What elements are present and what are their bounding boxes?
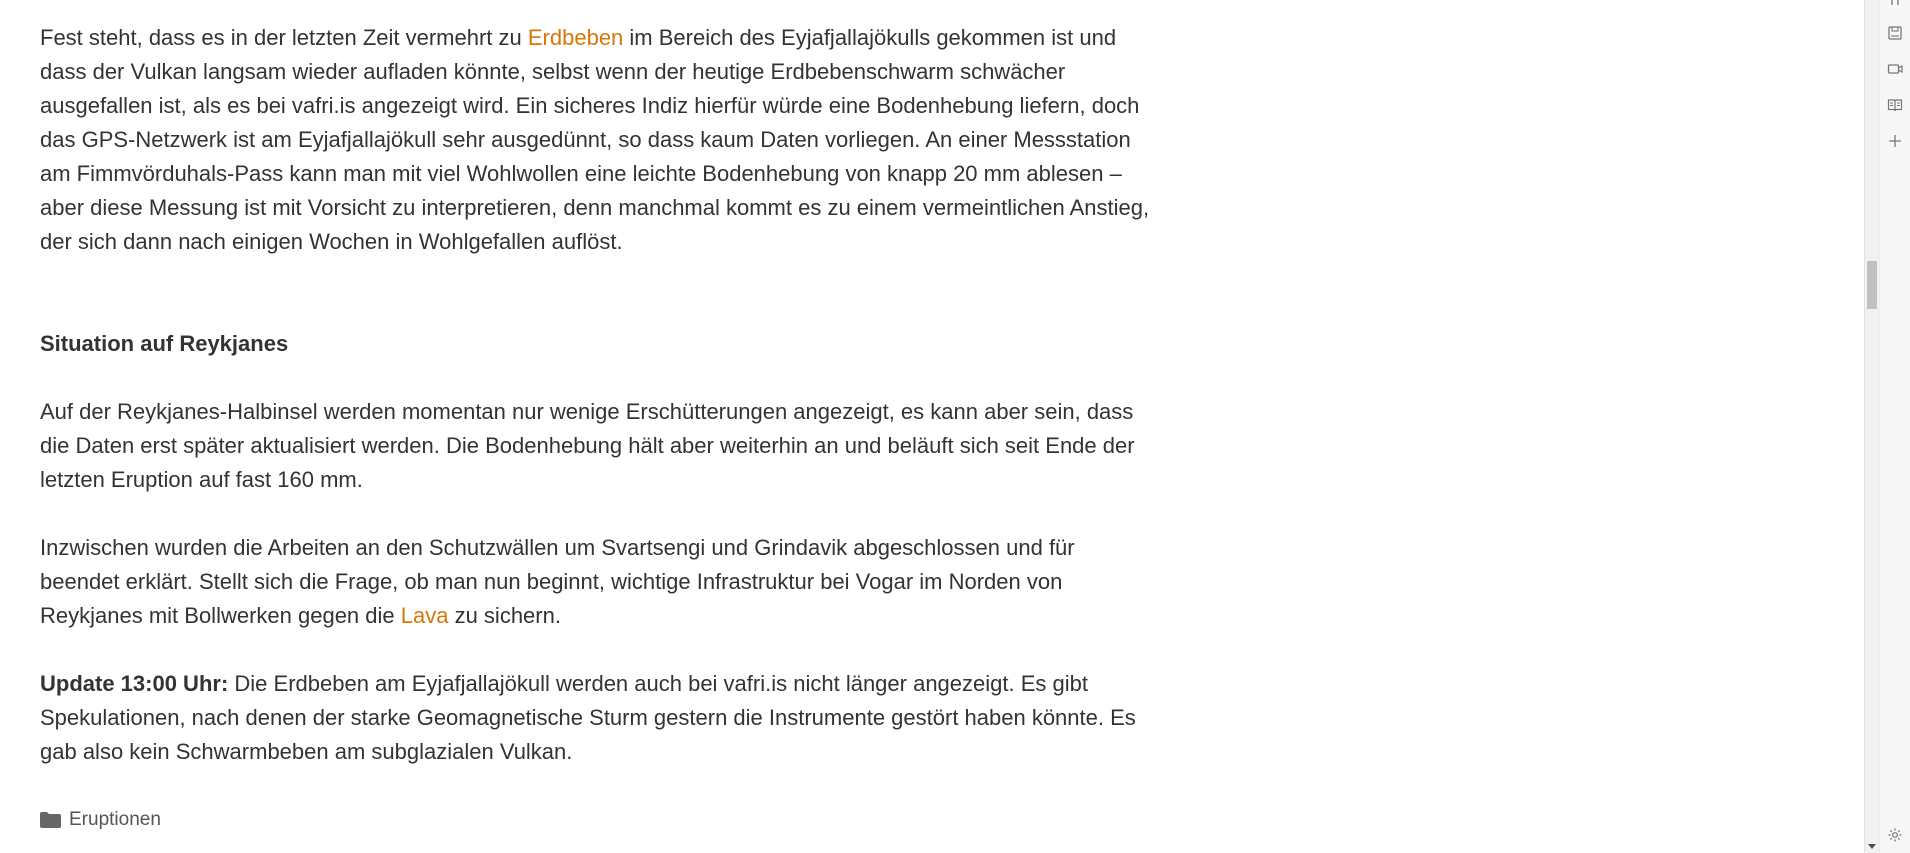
update-label: Update 13:00 Uhr: [40, 671, 229, 696]
folder-icon [40, 812, 61, 828]
link-lava[interactable]: Lava [400, 603, 449, 628]
paragraph-text: zu sichern. [448, 603, 561, 628]
paragraph-update [40, 667, 1150, 769]
scrollbar-thumb[interactable] [1867, 261, 1877, 309]
post-category [40, 806, 161, 834]
paragraph-schutzwaelle [40, 531, 1150, 633]
paragraph-eyjafjallajokull [40, 21, 1150, 259]
link-erdbeben[interactable]: Erdbeben [527, 25, 624, 50]
browser-side-toolbar [1879, 0, 1910, 853]
reading-mode-icon[interactable] [1886, 96, 1904, 114]
category-link-eruptionen[interactable]: Eruptionen [69, 809, 161, 830]
paragraph-text: Inzwischen wurden die Arbeiten an den Schutzwällen um Svartsengi und Grindavik abgeschlossen und für beendet erklärt. Stellt sich die Frage, ob man nun beginnt, wichtige Infrastruktur bei Vogar im Norden von Reykjanes mit Bollwerken gegen die [40, 535, 1075, 628]
paragraph-reykjanes: Auf der Reykjanes-Halbinsel werden momentan nur wenige Erschütterungen angezeigt, es kann aber sein, dass die Daten erst später aktualisiert werden. Die Bodenhebung hält aber weiterhin an und beläuft sich seit Ende der letzten Eruption auf fast 160 mm. [40, 399, 1135, 492]
add-icon[interactable] [1886, 132, 1904, 150]
scroll-down-arrow-icon[interactable] [1868, 844, 1876, 849]
paragraph-text: Die Erdbeben am Eyjafjallajökull werden auch bei vafri.is nicht länger angezeigt. Es gibt Spekulationen, nach denen der starke Geomagnetische Sturm gestern die Instrumente gestört haben könnte. Es gab also kein Schwarmbeben am subglazialen Vulkan. [40, 671, 1136, 764]
settings-icon[interactable] [1886, 826, 1904, 844]
video-icon[interactable] [1886, 60, 1904, 78]
vertical-scrollbar[interactable] [1864, 0, 1879, 853]
section-heading: Situation auf Reykjanes [40, 331, 289, 356]
partial-top-icon[interactable] [1886, 0, 1904, 12]
paragraph-text: Fest steht, dass es in der letzten Zeit vermehrt zu [40, 25, 528, 50]
paragraph-text: im Bereich des Eyjafjallajökulls gekommen ist und dass der Vulkan langsam wieder aufladen könnte, selbst wenn der heutige Erdbebenschwarm schwächer ausgefallen ist, als es bei vafri.is angezeigt wird. Ein sicheres Indiz hierfür würde eine Bodenhebung liefern, doch das GPS-Netzwerk ist am Eyjafjallajökull sehr ausgedünnt, so dass kaum Daten vorliegen. An einer Messstation am Fimmvörduhals-Pass kann man mit viel Wohlwollen eine leichte Bodenhebung von knapp 20 mm ablesen – aber diese Messung ist mit Vorsicht zu interpretieren, denn manchmal kommt es zu einem vermeintlichen Anstieg, der sich dann nach einigen Wochen in Wohlgefallen auflöst. [40, 25, 1150, 254]
save-icon[interactable] [1886, 24, 1904, 42]
